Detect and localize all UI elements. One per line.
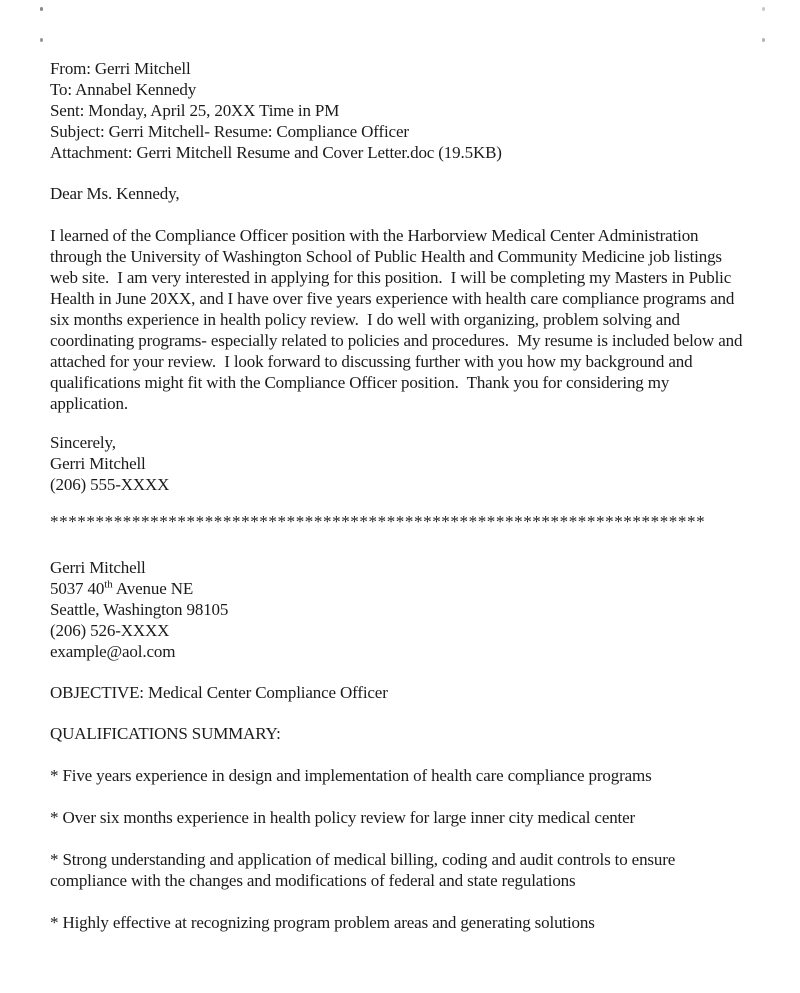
salutation: Dear Ms. Kennedy, <box>50 184 180 203</box>
objective-line: OBJECTIVE: Medical Center Compliance Officer <box>50 683 388 702</box>
contact-address <box>50 578 750 599</box>
email-header-sent: Sent: Monday, April 25, 20XX Time in PM <box>50 101 340 120</box>
scan-artifact-dot <box>762 7 765 11</box>
email-header-from: From: Gerri Mitchell <box>50 59 191 78</box>
contact-city-line: Seattle, Washington 98105 <box>50 600 229 619</box>
contact-address-prefix: 5037 40 <box>50 579 105 598</box>
letter-body-paragraph: I learned of the Compliance Officer position with the Harborview Medical Center Administration through the University of Washington School of Public Health and Community Medicine job listings web site. I am very interested in applying for this position. I will be completing my Masters in Public Health in June 20XX, and I have over five years experience with health care compliance programs and six months experience in health policy review. I do well with organizing, problem solving and coordinating programs- especially related to policies and procedures. My resume is included below and attached for your review. I look forward to discussing further with you how my background and qualifications might fit with the Compliance Officer position. Thank you for considering my application. <box>50 226 747 413</box>
contact-email: example@aol.com <box>50 642 176 661</box>
email-header-attachment: Attachment: Gerri Mitchell Resume and Cover Letter.doc (19.5KB) <box>50 143 502 162</box>
closing-block <box>50 432 750 495</box>
scan-artifact-dot <box>40 7 43 11</box>
qualification-item: * Highly effective at recognizing program problem areas and generating solutions <box>50 913 595 932</box>
email-header-to: To: Annabel Kennedy <box>50 80 197 99</box>
asterisk-separator: ************************************************************************ <box>50 512 706 531</box>
contact-name: Gerri Mitchell <box>50 558 146 577</box>
email-header-block <box>50 58 750 163</box>
email-header-subject: Subject: Gerri Mitchell- Resume: Compliance Officer <box>50 122 409 141</box>
resume-contact-block <box>50 557 750 662</box>
contact-address-suffix: Avenue NE <box>112 579 194 598</box>
closing-sincerely: Sincerely, <box>50 433 116 452</box>
contact-address-ordinal: th <box>104 578 113 591</box>
qualification-item: * Strong understanding and application of medical billing, coding and audit controls to ensure compliance with the changes and modifications of federal and state regulations <box>50 850 676 890</box>
scan-artifact-dot <box>40 38 43 42</box>
closing-phone: (206) 555-XXXX <box>50 475 170 494</box>
qualifications-heading: QUALIFICATIONS SUMMARY: <box>50 724 281 743</box>
contact-phone: (206) 526-XXXX <box>50 621 170 640</box>
qualification-item: * Five years experience in design and implementation of health care compliance programs <box>50 766 652 785</box>
closing-name: Gerri Mitchell <box>50 454 146 473</box>
scan-artifact-dot <box>762 38 765 42</box>
qualification-item: * Over six months experience in health policy review for large inner city medical center <box>50 808 636 827</box>
